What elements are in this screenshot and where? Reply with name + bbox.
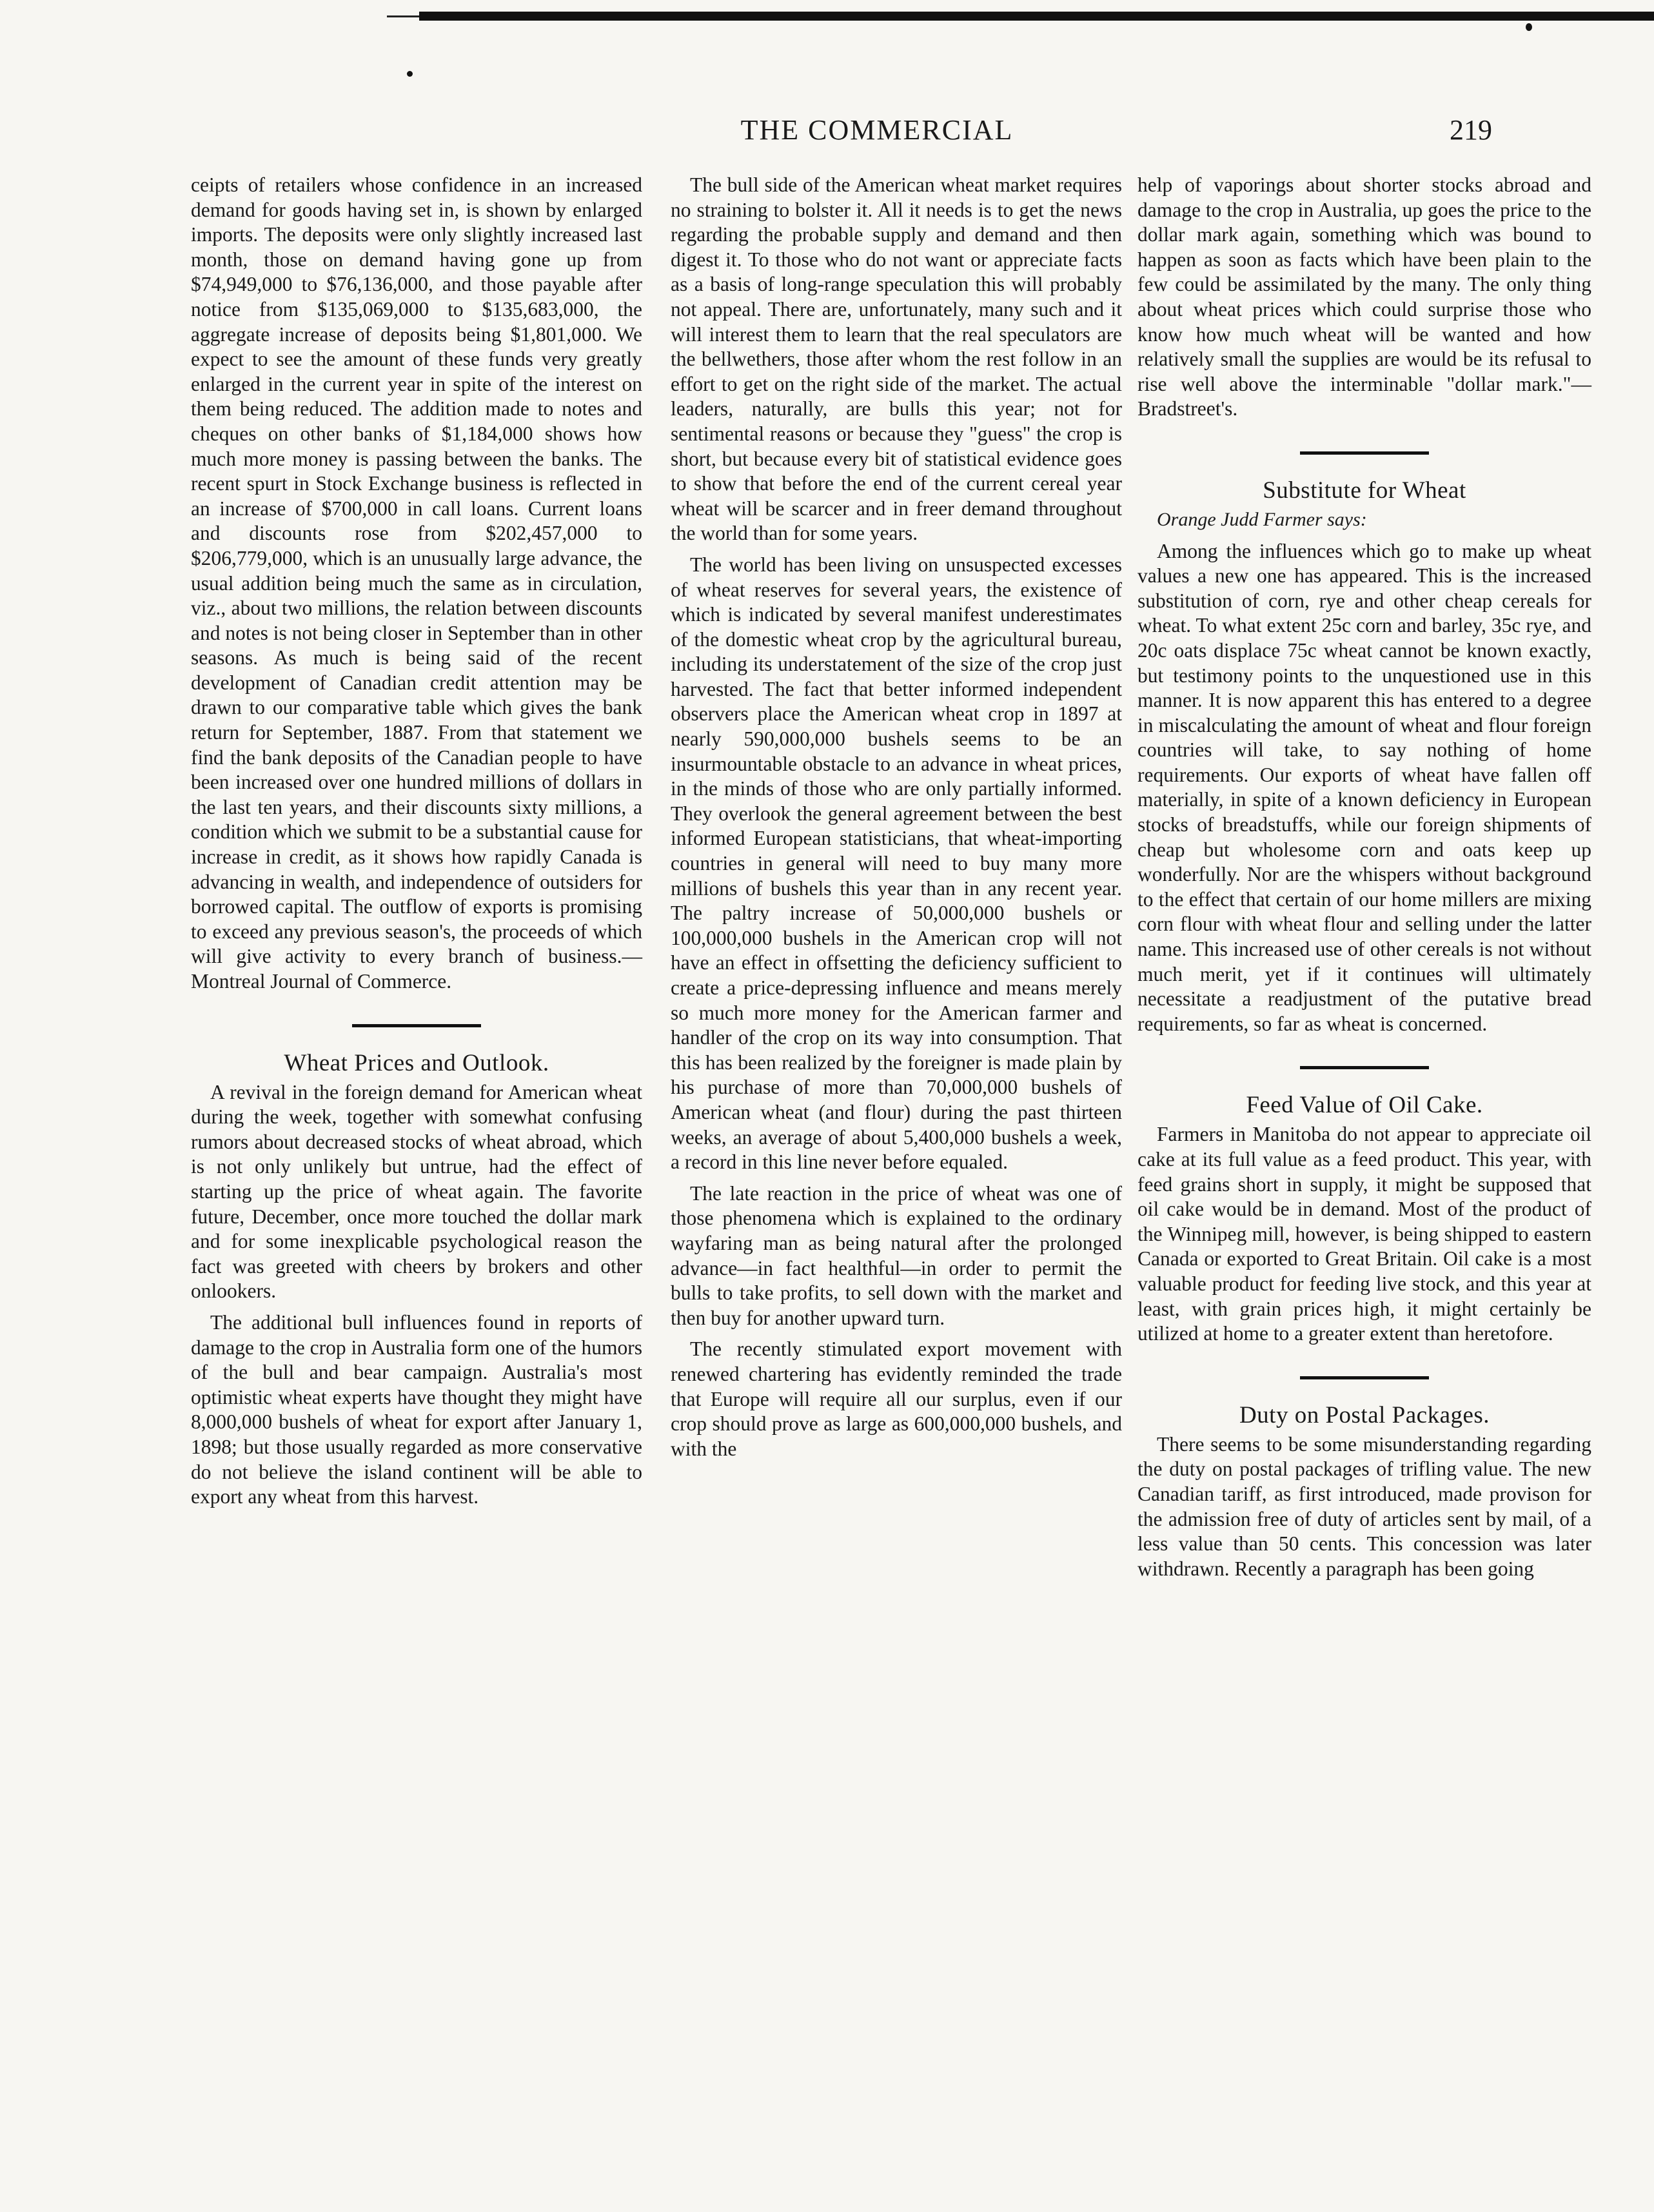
article-separator: [1300, 1376, 1429, 1379]
column-1: [191, 173, 642, 1516]
column-2: [671, 173, 1122, 1468]
ink-speck: [407, 71, 413, 77]
paragraph: The recently stimulated export movement with renewed chartering has evidently reminded the trade that Europe will require all our surplus, even if our crop should prove as large as 600,000,000 bushels, and with the: [671, 1338, 1122, 1460]
page-title: THE COMMERCIAL: [740, 114, 1014, 146]
article-separator: [1300, 451, 1429, 455]
paragraph: The late reaction in the price of wheat was one of those phenomena which is explained to the ordinary wayfaring man as being natural after the prolonged advance—in fact healthful—in order to permit the bulls to take profits, to sell down with the market and then buy for another upward turn.: [671, 1181, 1122, 1329]
source-attribution: Orange Judd Farmer says:: [1157, 508, 1367, 530]
article-heading: Substitute for Wheat: [1263, 477, 1466, 504]
article-separator: [1300, 1066, 1429, 1069]
paragraph: help of vaporings about shorter stocks abroad and damage to the crop in Australia, up goes the price to the dollar mark again, something which was bound to happen as soon as facts which have been plain to the few could be assimilated by the many. The only thing about wheat prices which could surprise those who know how much wheat will be wanted and how relatively small the supplies are would be its refusal to rise well above the interminable "dollar mark."— Bradstreet's.: [1137, 173, 1591, 420]
paragraph: A revival in the foreign demand for American wheat during the week, together with somewhat confusing rumors about decreased stocks of wheat abroad, which is not only unlikely but untrue, had the effect of starting up the price of wheat again. The favorite future, December, once more touched the dollar mark and for some inexplicable psychological reason the fact was greeted with cheers by brokers and other onlookers.: [191, 1080, 642, 1303]
paragraph: The world has been living on unsuspected excesses of wheat reserves for several years, the existence of which is indicated by several manifest underestimates of the domestic wheat crop by the agricultural bureau, including its understatement of the size of the crop just harvested. The fact that better informed independent observers place the American wheat crop in 1897 at nearly 590,000,000 bushels seems to be an insurmountable obstacle to an advance in wheat prices, in the minds of those who are only partially informed. They overlook the general agreement between the best informed European statisticians, that wheat-importing countries in general will need to buy many more millions of bushels this year than in any recent year. The paltry increase of 50,000,000 bushels or 100,000,000 bushels in the American crop will not have an effect in offsetting the deficiency sufficient to create a price-depressing influence and means merely so much more money for the American farmer and handler of the crop on its way into consumption. That this has been realized by the foreigner is made plain by his purchase of more than 70,000,000 bushels of American wheat (and flour) during the past thirteen weeks, an average of about 5,400,000 bushels a week, a record in this line never before equaled.: [671, 553, 1122, 1174]
paragraph: The additional bull influences found in reports of damage to the crop in Australia form one of the humors of the bull and bear campaign. Australia's most optimistic wheat experts have thought they might have 8,000,000 bushels of wheat for export after January 1, 1898; but those usually regarded as more conservative do not believe the island continent will be able to export any wheat from this harvest.: [191, 1310, 642, 1508]
paragraph: Farmers in Manitoba do not appear to appreciate oil cake at its full value as a feed product. This year, with feed grains short in supply, it might be supposed that oil cake would be in demand. Most of the product of the Winnipeg mill, however, is being shipped to eastern Canada or exported to Great Britain. Oil cake is a most valuable product for feeding live stock, and this year at least, with grain prices high, it might certainly be utilized at home to a greater extent than heretofore.: [1137, 1123, 1591, 1345]
article-heading: Duty on Postal Packages.: [1239, 1401, 1490, 1428]
paragraph: ceipts of retailers whose confidence in an increased demand for goods having set in, is shown by enlarged imports. The deposits were only slightly increased last month, those on demand having gone up from $74,949,000 to $76,136,000, and those payable after notice from $135,069,000 to $135,683,000, the aggregate increase of deposits being $1,801,000. We expect to see the amount of these funds very greatly enlarged in the current year in spite of the interest on them being reduced. The addition made to notes and cheques on other banks of $1,184,000 shows how much more money is passing between the banks. The recent spurt in Stock Exchange business is reflected in an increase of $700,000 in call loans. Current loans and discounts rose from $202,457,000 to $206,779,000, which is an unusually large advance, the usual addition being much the same as in circulation, viz., about two millions, the relation between discounts and notes is not being closer in September than in other seasons. As much is being said of the recent development of Canadian credit attention may be drawn to our comparative table which gives the bank return for September, 1887. From that statement we find the bank deposits of the Canadian people to have been increased over one hundred millions of dollars in the last ten years, and their discounts sixty millions, a condition which we submit to be a substantial cause for increase in credit, as it shows how rapidly Canada is advancing in wealth, and independence of outsiders for borrowed capital. The outflow of exports is promising to exceed any previous season's, the proceeds of which will give activity to every branch of business.—Montreal Journal of Commerce.: [191, 173, 642, 992]
paragraph: There seems to be some misunderstanding regarding the duty on postal packages of trifling value. The new Canadian tariff, as first introduced, made provison for the admission free of duty of articles sent by mail, of a less value than 50 cents. This concession was later withdrawn. Recently a paragraph has been going: [1137, 1432, 1591, 1580]
page-number: 219: [1450, 114, 1492, 146]
top-edge-rule: [419, 12, 1654, 21]
column-3: [1137, 173, 1591, 1588]
ink-speck: [1526, 23, 1532, 31]
article-heading: Feed Value of Oil Cake.: [1246, 1092, 1483, 1119]
paragraph: Among the influences which go to make up wheat values a new one has appeared. This is the increased substitution of corn, rye and other cheap cereals for wheat. To what extent 25c corn and barley, 35c rye, and 20c oats displace 75c wheat cannot be known exactly, but testimony points to the unquestioned use in this manner. It is now apparent this has entered to a degree in miscalculating the amount of wheat and flour foreign countries will take, to say nothing of home requirements. Our exports of wheat have fallen off materially, in spite of a known deficiency in European stocks of breadstuffs, while our foreign shipments of cheap but wholesome corn and oats keep up wonderfully. Nor are the whispers without background to the effect that certain of our home millers are mixing corn flour with wheat flour and selling under the latter name. This increased use of other cereals is not without much merit, yet if it continues will ultimately necessitate a readjustment of the putative bread requirements, so far as wheat is concerned.: [1137, 539, 1591, 1035]
article-separator: [352, 1024, 481, 1027]
article-heading: Wheat Prices and Outlook.: [284, 1049, 549, 1076]
paragraph: The bull side of the American wheat market requires no straining to bolster it. All it needs is to get the news regarding the probable supply and demand and then digest it. To those who do not want or appreciate facts as a basis of long-range speculation this will probably not appeal. There are, unfortunately, many such and it will interest them to learn that the real speculators are the bellwethers, those after whom the rest follow in an effort to get on the right side of the market. The actual leaders, naturally, are bulls this year; not for sentimental reasons or because they "guess" the crop is short, but because every bit of statistical evidence goes to show that before the end of the current cereal year wheat will be scarcer and in freer demand throughout the world than for some years.: [671, 173, 1122, 545]
